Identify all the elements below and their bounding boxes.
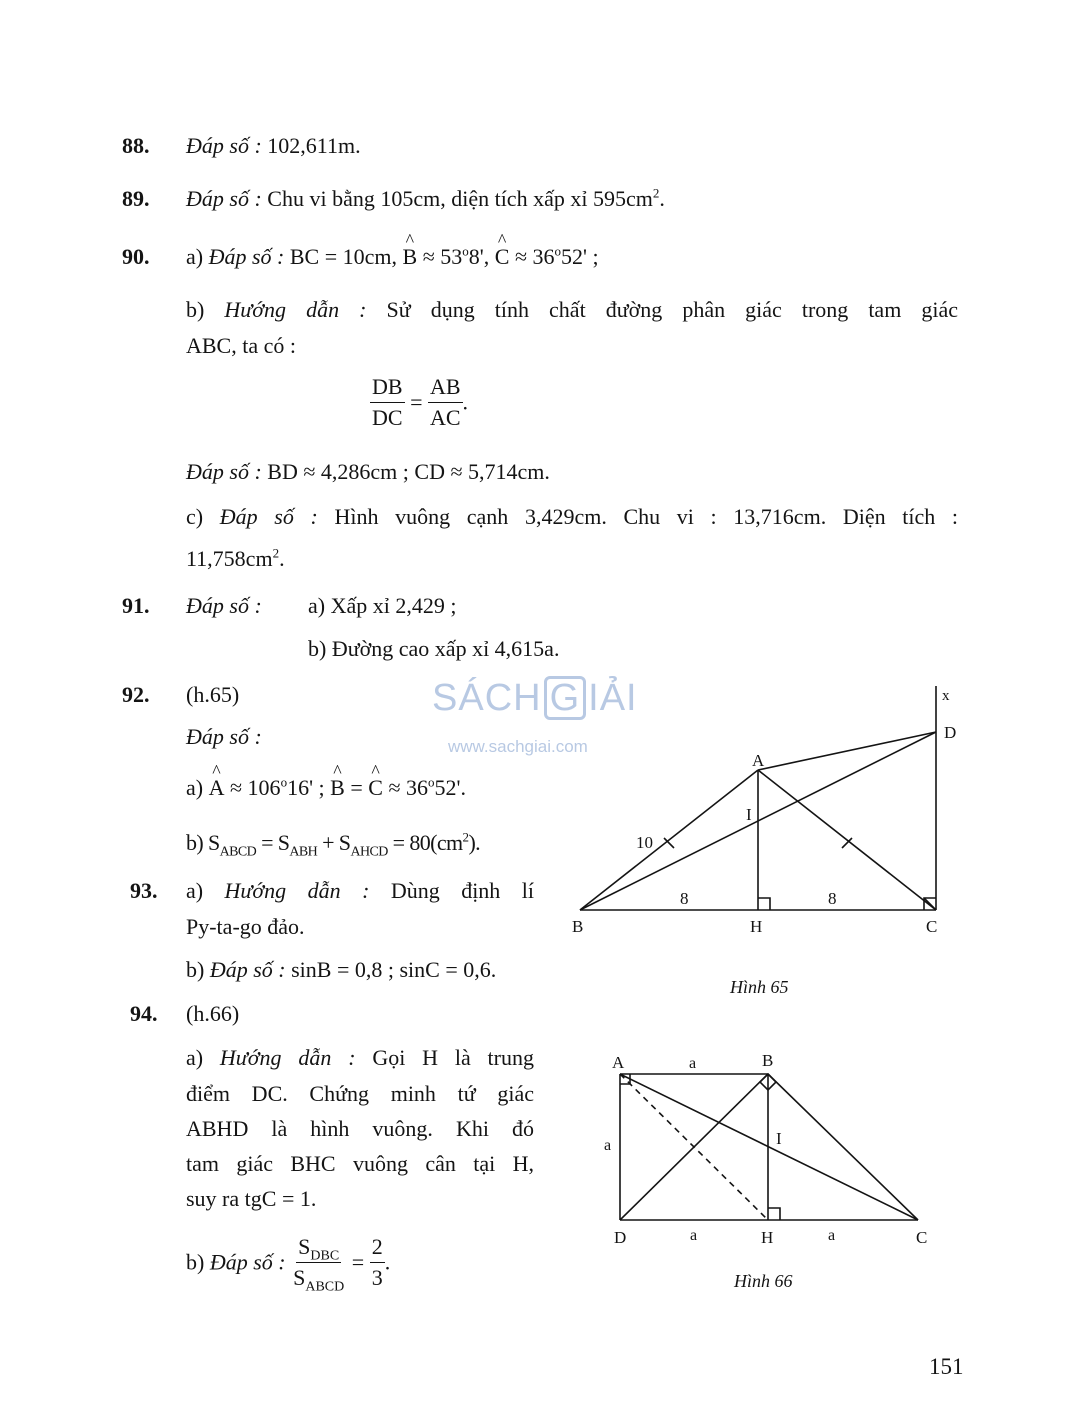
problem-88-answer: Đáp số : 102,611m. bbox=[186, 133, 361, 158]
fig65-line-ab bbox=[580, 770, 758, 910]
fig65-right-angle-h bbox=[758, 898, 770, 910]
fig65-label-d: D bbox=[944, 723, 957, 742]
problem-93-part-a-line2: Py-ta-go đảo. bbox=[186, 914, 305, 939]
fig66-label-dh-length: a bbox=[690, 1227, 698, 1244]
fig65-label-a: A bbox=[752, 751, 765, 770]
problem-94-ref: (h.66) bbox=[186, 1001, 240, 1026]
fig65-caption: Hình 65 bbox=[730, 977, 789, 997]
problem-94-part-b: b) Đáp số : $\frac{S_{DBC}}{S_{ABCD}}$ = $\frac{2}{3}$ . bbox=[186, 1234, 391, 1295]
problem-88-number: 88. bbox=[122, 133, 150, 158]
fig65-label-hc-length: 8 bbox=[828, 889, 837, 908]
fig65-label-b: B bbox=[572, 917, 584, 936]
page-number: 151 bbox=[929, 1354, 964, 1379]
problem-91-part-a: a) Xấp xỉ 2,429 ; bbox=[308, 593, 457, 618]
fig65-label-h: H bbox=[750, 917, 763, 936]
fig65-line-ad bbox=[758, 732, 936, 770]
problem-89-number: 89. bbox=[122, 186, 150, 211]
problem-94-part-a-line5: suy ra tgC = 1. bbox=[186, 1186, 317, 1211]
fig65-tick-ac bbox=[842, 838, 852, 848]
problem-93-part-b: b) Đáp số : sinB = 0,8 ; sinC = 0,6. bbox=[186, 957, 497, 982]
watermark-logo: SÁCH G IẢI bbox=[432, 677, 638, 719]
problem-91-part-b: b) Đường cao xấp xỉ 4,615a. bbox=[308, 636, 560, 661]
problem-90-part-a: a) Đáp số : BC = 10cm, ^ $B \approx 53^o8'$, ^ $C \approx 36^o52'$ ; bbox=[186, 244, 599, 270]
fig65-label-x: x bbox=[942, 688, 950, 704]
fig65-right-angle-c bbox=[924, 898, 936, 910]
problem-90-part-b-line2: ABC, ta có : bbox=[186, 333, 296, 358]
fig65-label-bh-length: 8 bbox=[680, 889, 689, 908]
problem-90-number: 90. bbox=[122, 244, 150, 269]
problem-92-number: 92. bbox=[122, 682, 150, 707]
fig65-label-ab-length: 10 bbox=[636, 833, 653, 852]
fig66-label-i: I bbox=[776, 1129, 782, 1148]
problem-94-part-a-line3: ABHD là hình vuông. Khi đó bbox=[186, 1116, 534, 1141]
problem-90-part-b: b) Hướng dẫn : Sử dụng tính chất đường phân giác trong tam giác bbox=[186, 297, 959, 322]
problem-90-answer-bd-cd: Đáp số : BD ≈ 4,286cm ; CD ≈ 5,714cm. bbox=[186, 459, 550, 484]
fig66-right-angle-a bbox=[620, 1074, 630, 1084]
fig66-line-bc bbox=[768, 1074, 918, 1220]
watermark-url: www.sachgiai.com bbox=[448, 737, 588, 756]
fig66-label-ad-length: a bbox=[604, 1137, 612, 1154]
fig66-line-ac bbox=[620, 1074, 918, 1220]
problem-94-part-a-line4: tam giác BHC vuông cân tại H, bbox=[186, 1151, 534, 1176]
problem-90-formula: $\frac{DB}{DC}$ = $\frac{AB}{AC}$ . bbox=[372, 374, 469, 431]
problem-89-answer: Đáp số : Chu vi bằng 105cm, diện tích xấp xỉ $595cm^2$. bbox=[186, 185, 665, 211]
problem-93-number: 93. bbox=[130, 878, 158, 903]
fig66-label-hc-length: a bbox=[828, 1227, 836, 1244]
fig65-tick-ab bbox=[664, 838, 674, 848]
problem-91-label: Đáp số : bbox=[186, 593, 262, 618]
problem-92-part-a: a) ^ $A \approx 106^o16'$ ; ^ B = ^ $C \approx 36^o52'$. bbox=[186, 775, 466, 801]
problem-92-part-b: b) $S_{ABCD} = S_{ABH} + S_{AHCD} = 80(cm^2)$. bbox=[186, 829, 481, 860]
fig66-label-h: H bbox=[761, 1228, 774, 1247]
fig66-label-b: B bbox=[762, 1051, 774, 1070]
problem-90-part-c-line2: $11,758cm^2$. bbox=[186, 545, 285, 571]
fig66-right-angle-h bbox=[768, 1208, 780, 1220]
fig66-right-angle-b bbox=[760, 1074, 776, 1090]
problem-94-part-a: a) Hướng dẫn : Gọi H là trung bbox=[186, 1045, 534, 1070]
fig66-label-d: D bbox=[614, 1228, 627, 1247]
problem-91-number: 91. bbox=[122, 593, 150, 618]
fig65-label-i: I bbox=[746, 805, 752, 824]
fig66-line-db bbox=[620, 1074, 768, 1220]
fig65-line-ac bbox=[758, 770, 936, 910]
problem-90-part-c: c) Đáp số : Hình vuông cạnh 3,429cm. Chu vi : 13,716cm. Diện tích : bbox=[186, 504, 958, 529]
fig66-label-ab-length: a bbox=[689, 1055, 697, 1072]
problem-94-part-a-line2: điểm DC. Chứng minh tứ giác bbox=[186, 1081, 534, 1106]
problem-92-ref: (h.65) bbox=[186, 682, 240, 707]
fig66-line-ah-dashed bbox=[620, 1074, 768, 1220]
fig65-line-bd bbox=[580, 732, 936, 910]
problem-94-number: 94. bbox=[130, 1001, 158, 1026]
fig66-label-c: C bbox=[916, 1228, 928, 1247]
fig65-label-c: C bbox=[926, 917, 938, 936]
fig66-label-a: A bbox=[612, 1053, 625, 1072]
fig66-caption: Hình 66 bbox=[734, 1271, 793, 1291]
problem-93-part-a: a) Hướng dẫn : Dùng định lí bbox=[186, 878, 534, 903]
problem-92-label: Đáp số : bbox=[186, 724, 262, 749]
